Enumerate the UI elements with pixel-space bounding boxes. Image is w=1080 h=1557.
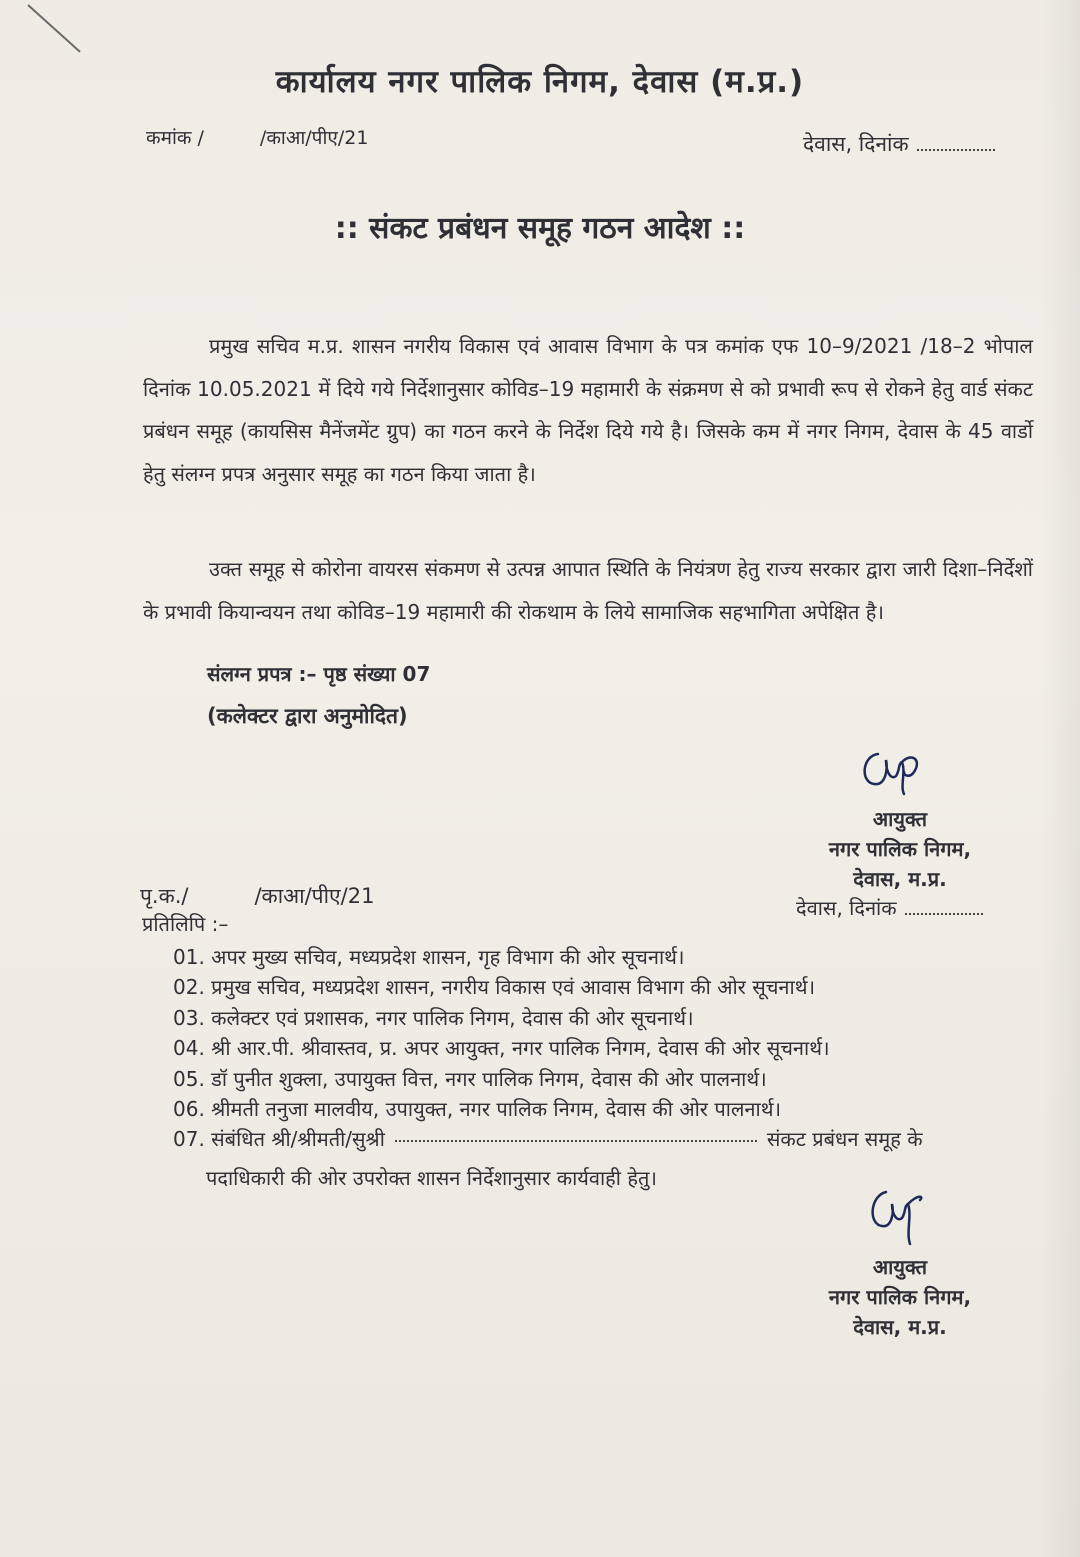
list-item: 03. कलेक्टर एवं प्रशासक, नगर पालिक निगम, देवास की ओर सूचनार्थ। — [173, 1005, 694, 1030]
issue-date-label: देवास, दिनांक — [803, 132, 909, 156]
list-item: 01. अपर मुख्य सचिव, मध्यप्रदेश शासन, गृह विभाग की ओर सूचनार्थ। — [173, 945, 685, 969]
reference-number — [146, 124, 368, 150]
copy-ref-suffix: /काआ/पीए/21 — [254, 884, 375, 908]
item-7-end: संकट प्रबंधन समूह के — [766, 1127, 923, 1152]
list-item: 05. डॉ पुनीत शुक्ला, उपायुक्त वित्त, नगर पालिक निगम, देवास की ओर पालनार्थ। — [173, 1066, 767, 1091]
issue-date — [803, 130, 995, 158]
fill-in-blank — [395, 1140, 757, 1142]
signature-block-2 — [790, 1252, 1010, 1342]
signature-1-icon — [852, 742, 932, 802]
list-item: 06. श्रीमती तनुजा मालवीय, उपायुक्त, नगर पालिक निगम, देवास की ओर पालनार्थ। — [173, 1097, 782, 1122]
list-item: 02. प्रमुख सचिव, मध्यप्रदेश शासन, नगरीय विकास एवं आवास विभाग की ओर सूचनार्थ। — [173, 975, 816, 1000]
copy-date — [796, 894, 983, 921]
distribution-list — [173, 942, 1033, 1155]
date-blank — [917, 149, 995, 151]
copy-date-label: देवास, दिनांक — [796, 896, 897, 920]
fold-mark — [27, 4, 80, 52]
body-paragraph-2: उक्त समूह से कोरोना वायरस संकमण से उत्पन्न आपात स्थिति के नियंत्रण हेतु राज्य सरकार द्वारा जारी दिशा–निर्देशों के प्रभावी कियान्वयन तथा कोविड–19 महामारी की रोकथाम के लिये सामाजिक सहभागिता अपेक्षित है। — [143, 557, 1033, 624]
signatory-place: देवास, म.प्र. — [853, 1315, 947, 1339]
signatory-org: नगर पालिक निगम, — [828, 837, 972, 861]
copy-reference — [140, 882, 374, 910]
reference-suffix: /काआ/पीए/21 — [259, 127, 369, 149]
page-edge-shadow — [1040, 0, 1080, 1557]
signatory-designation: आयुक्त — [872, 807, 928, 831]
reference-prefix: कमांक / — [146, 127, 204, 149]
order-title: :: संकट प्रबंधन समूह गठन आदेश :: — [334, 211, 746, 246]
list-item-7 — [173, 1124, 1033, 1154]
copy-to-label: प्रतिलिपि :– — [142, 912, 229, 936]
signatory-place: देवास, म.प्र. — [853, 867, 947, 891]
signature-block-1 — [790, 804, 1010, 894]
item-7-start: 07. संबंधित श्री/श्रीमती/सुश्री — [173, 1127, 385, 1152]
copy-ref-prefix: पृ.क./ — [140, 884, 189, 908]
signatory-designation: आयुक्त — [872, 1255, 928, 1279]
list-item: 04. श्री आर.पी. श्रीवास्तव, प्र. अपर आयुक्त, नगर पालिक निगम, देवास की ओर सूचनार्थ। — [173, 1036, 830, 1061]
approval-note: (कलेक्टर द्वारा अनुमोदित) — [207, 704, 408, 728]
body-paragraph-1: प्रमुख सचिव म.प्र. शासन नगरीय विकास एवं आवास विभाग के पत्र कमांक एफ 10–9/2021 /18–2 भोपाल दिनांक 10.05.2021 में दिये गये निर्देशानुसार कोविड–19 महामारी के संक्रमण से को प्रभावी रूप से रोकने हेतु वार्ड संकट प्रबंधन समूह (कायसिस मैनेंजमेंट ग्रुप) का गठन करने के निर्देश दिये गये है। जिसके कम में नगर निगम, देवास के 45 वार्डो हेतु संलग्न प्रपत्र अनुसार समूह का गठन किया जाता है। — [143, 334, 1033, 486]
signatory-org: नगर पालिक निगम, — [828, 1285, 972, 1309]
attachment-note: संलग्न प्रपत्र :– पृष्ठ संख्या 07 — [207, 662, 431, 686]
signature-2-icon — [862, 1182, 942, 1252]
action-note: पदाधिकारी की ओर उपरोक्त शासन निर्देशानुसार कार्यवाही हेतु। — [206, 1166, 657, 1190]
office-header: कार्यालय नगर पालिक निगम, देवास (म.प्र.) — [275, 64, 805, 100]
copy-date-blank — [905, 913, 983, 915]
